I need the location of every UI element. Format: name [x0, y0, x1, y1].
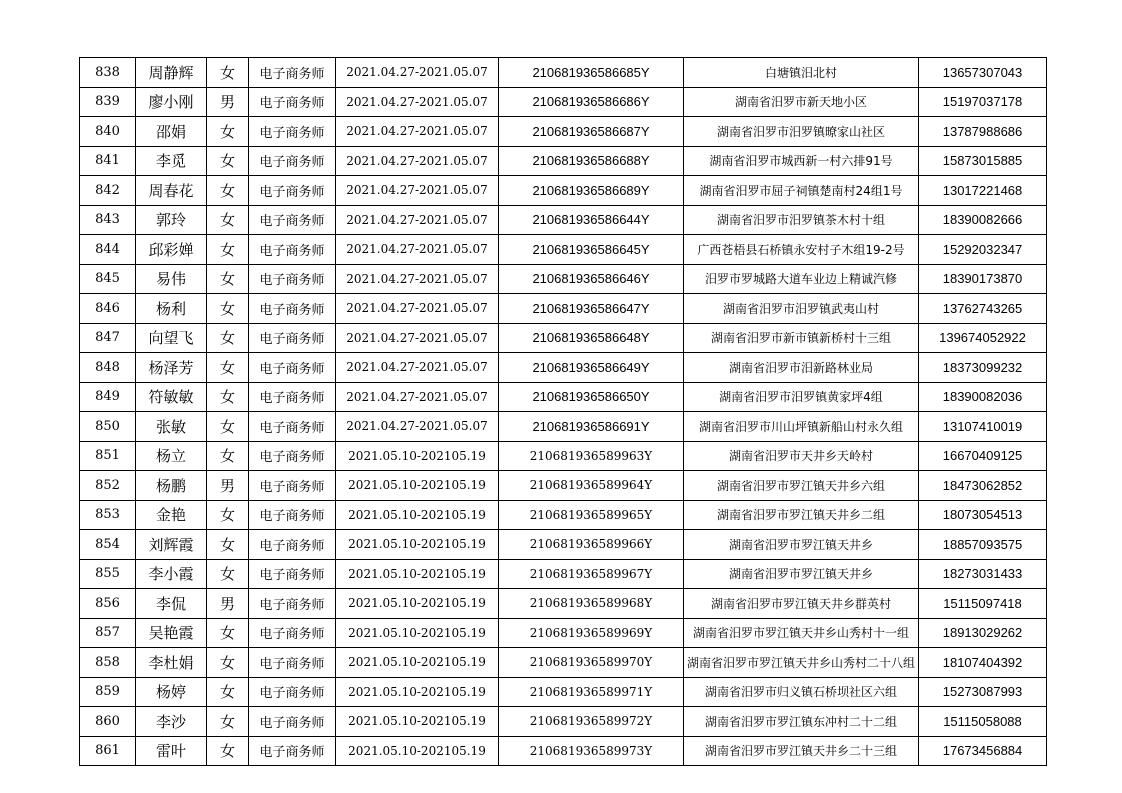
cell-certificate-number: 210681936586689Y [499, 176, 684, 206]
cell-gender: 男 [207, 87, 249, 117]
cell-phone: 18390082666 [919, 205, 1047, 235]
cell-address: 湖南省汨罗市归义镇石桥坝社区六组 [684, 677, 919, 707]
cell-phone: 18273031433 [919, 559, 1047, 589]
cell-serial-number: 846 [80, 294, 136, 324]
cell-serial-number: 840 [80, 117, 136, 147]
cell-serial-number: 860 [80, 707, 136, 737]
cell-phone: 139674052922 [919, 323, 1047, 353]
cell-address: 湖南省汨罗市罗江镇天井乡六组 [684, 471, 919, 501]
cell-name: 金艳 [136, 500, 207, 530]
cell-certificate-number: 210681936586687Y [499, 117, 684, 147]
cell-phone: 13107410019 [919, 412, 1047, 442]
cell-occupation: 电子商务师 [249, 176, 336, 206]
cell-phone: 18473062852 [919, 471, 1047, 501]
cell-certificate-number: 210681936589969Y [499, 618, 684, 648]
cell-training-period: 2021.05.10-202105.19 [336, 530, 499, 560]
cell-occupation: 电子商务师 [249, 117, 336, 147]
cell-gender: 女 [207, 323, 249, 353]
cell-occupation: 电子商务师 [249, 471, 336, 501]
cell-address: 湖南省汨罗市川山坪镇新船山村永久组 [684, 412, 919, 442]
cell-occupation: 电子商务师 [249, 648, 336, 678]
cell-training-period: 2021.05.10-202105.19 [336, 589, 499, 619]
cell-phone: 15273087993 [919, 677, 1047, 707]
cell-phone: 15292032347 [919, 235, 1047, 265]
cell-training-period: 2021.04.27-2021.05.07 [336, 205, 499, 235]
cell-certificate-number: 210681936589971Y [499, 677, 684, 707]
cell-gender: 女 [207, 559, 249, 589]
cell-gender: 女 [207, 707, 249, 737]
cell-address: 湖南省汨罗市城西新一村六排91号 [684, 146, 919, 176]
table-row [80, 530, 1047, 560]
cell-address: 湖南省汨罗市罗江镇天井乡山秀村二十八组 [684, 648, 919, 678]
table-row [80, 58, 1047, 88]
table-row [80, 205, 1047, 235]
cell-gender: 女 [207, 353, 249, 383]
cell-address: 湖南省汨罗市罗江镇天井乡二组 [684, 500, 919, 530]
cell-gender: 女 [207, 176, 249, 206]
cell-serial-number: 851 [80, 441, 136, 471]
cell-training-period: 2021.04.27-2021.05.07 [336, 323, 499, 353]
cell-certificate-number: 210681936589972Y [499, 707, 684, 737]
cell-phone: 16670409125 [919, 441, 1047, 471]
table-row [80, 412, 1047, 442]
cell-serial-number: 858 [80, 648, 136, 678]
cell-serial-number: 850 [80, 412, 136, 442]
cell-occupation: 电子商务师 [249, 205, 336, 235]
cell-serial-number: 859 [80, 677, 136, 707]
cell-training-period: 2021.04.27-2021.05.07 [336, 235, 499, 265]
cell-gender: 男 [207, 471, 249, 501]
cell-serial-number: 857 [80, 618, 136, 648]
cell-occupation: 电子商务师 [249, 559, 336, 589]
cell-certificate-number: 210681936586646Y [499, 264, 684, 294]
cell-occupation: 电子商务师 [249, 677, 336, 707]
cell-occupation: 电子商务师 [249, 323, 336, 353]
cell-occupation: 电子商务师 [249, 294, 336, 324]
table-row [80, 117, 1047, 147]
cell-name: 杨泽芳 [136, 353, 207, 383]
cell-address: 湖南省汨罗市新市镇新桥村十三组 [684, 323, 919, 353]
cell-address: 湖南省汨罗市汨罗镇武夷山村 [684, 294, 919, 324]
cell-certificate-number: 210681936586648Y [499, 323, 684, 353]
cell-training-period: 2021.05.10-202105.19 [336, 441, 499, 471]
cell-phone: 18390082036 [919, 382, 1047, 412]
cell-address: 湖南省汨罗市罗江镇天井乡群英村 [684, 589, 919, 619]
cell-phone: 18373099232 [919, 353, 1047, 383]
cell-phone: 18107404392 [919, 648, 1047, 678]
cell-serial-number: 843 [80, 205, 136, 235]
cell-name: 周春花 [136, 176, 207, 206]
cell-phone: 17673456884 [919, 736, 1047, 766]
table-row [80, 264, 1047, 294]
table-row [80, 648, 1047, 678]
cell-name: 廖小刚 [136, 87, 207, 117]
cell-training-period: 2021.05.10-202105.19 [336, 707, 499, 737]
table-row [80, 677, 1047, 707]
cell-address: 湖南省汨罗市罗江镇天井乡 [684, 559, 919, 589]
cell-name: 杨立 [136, 441, 207, 471]
cell-phone: 15197037178 [919, 87, 1047, 117]
cell-serial-number: 842 [80, 176, 136, 206]
cell-gender: 女 [207, 677, 249, 707]
cell-address: 湖南省汨罗市汨罗镇黄家坪4组 [684, 382, 919, 412]
cell-occupation: 电子商务师 [249, 441, 336, 471]
cell-serial-number: 844 [80, 235, 136, 265]
cell-training-period: 2021.05.10-202105.19 [336, 618, 499, 648]
cell-address: 湖南省汨罗市汨罗镇茶木村十组 [684, 205, 919, 235]
cell-occupation: 电子商务师 [249, 707, 336, 737]
cell-phone: 18913029262 [919, 618, 1047, 648]
trainee-table [79, 57, 1047, 766]
cell-gender: 女 [207, 412, 249, 442]
cell-name: 杨利 [136, 294, 207, 324]
cell-name: 雷叶 [136, 736, 207, 766]
cell-serial-number: 852 [80, 471, 136, 501]
cell-certificate-number: 210681936586644Y [499, 205, 684, 235]
cell-training-period: 2021.04.27-2021.05.07 [336, 87, 499, 117]
cell-gender: 女 [207, 294, 249, 324]
cell-certificate-number: 210681936586685Y [499, 58, 684, 88]
cell-certificate-number: 210681936586686Y [499, 87, 684, 117]
table-row [80, 441, 1047, 471]
cell-occupation: 电子商务师 [249, 87, 336, 117]
cell-occupation: 电子商务师 [249, 589, 336, 619]
cell-certificate-number: 210681936589970Y [499, 648, 684, 678]
cell-certificate-number: 210681936589965Y [499, 500, 684, 530]
cell-training-period: 2021.05.10-202105.19 [336, 648, 499, 678]
table-row [80, 353, 1047, 383]
table-row [80, 87, 1047, 117]
cell-certificate-number: 210681936586688Y [499, 146, 684, 176]
cell-phone: 13787988686 [919, 117, 1047, 147]
cell-phone: 18857093575 [919, 530, 1047, 560]
cell-address: 汨罗市罗城路大道车业边上精诚汽修 [684, 264, 919, 294]
cell-name: 李小霞 [136, 559, 207, 589]
cell-occupation: 电子商务师 [249, 353, 336, 383]
cell-address: 湖南省汨罗市汨罗镇暸家山社区 [684, 117, 919, 147]
cell-certificate-number: 210681936589963Y [499, 441, 684, 471]
cell-serial-number: 845 [80, 264, 136, 294]
cell-name: 张敏 [136, 412, 207, 442]
cell-certificate-number: 210681936589973Y [499, 736, 684, 766]
cell-serial-number: 856 [80, 589, 136, 619]
cell-gender: 女 [207, 205, 249, 235]
cell-serial-number: 861 [80, 736, 136, 766]
cell-address: 湖南省汨罗市天井乡天岭村 [684, 441, 919, 471]
cell-training-period: 2021.04.27-2021.05.07 [336, 117, 499, 147]
cell-name: 李觅 [136, 146, 207, 176]
cell-name: 向望飞 [136, 323, 207, 353]
cell-training-period: 2021.05.10-202105.19 [336, 736, 499, 766]
cell-name: 吴艳霞 [136, 618, 207, 648]
cell-name: 李侃 [136, 589, 207, 619]
cell-gender: 女 [207, 146, 249, 176]
cell-name: 邱彩婵 [136, 235, 207, 265]
cell-serial-number: 848 [80, 353, 136, 383]
table-row [80, 146, 1047, 176]
cell-training-period: 2021.05.10-202105.19 [336, 559, 499, 589]
cell-serial-number: 849 [80, 382, 136, 412]
cell-phone: 18390173870 [919, 264, 1047, 294]
cell-occupation: 电子商务师 [249, 736, 336, 766]
cell-gender: 女 [207, 58, 249, 88]
cell-training-period: 2021.05.10-202105.19 [336, 677, 499, 707]
cell-training-period: 2021.04.27-2021.05.07 [336, 176, 499, 206]
cell-certificate-number: 210681936586691Y [499, 412, 684, 442]
cell-address: 广西苍梧县石桥镇永安村子木组19-2号 [684, 235, 919, 265]
cell-gender: 女 [207, 264, 249, 294]
cell-certificate-number: 210681936586645Y [499, 235, 684, 265]
cell-serial-number: 839 [80, 87, 136, 117]
cell-serial-number: 854 [80, 530, 136, 560]
table-row [80, 294, 1047, 324]
table-row [80, 471, 1047, 501]
cell-occupation: 电子商务师 [249, 146, 336, 176]
cell-address: 湖南省汨罗市汨新路林业局 [684, 353, 919, 383]
cell-name: 周静辉 [136, 58, 207, 88]
table-row [80, 589, 1047, 619]
cell-training-period: 2021.04.27-2021.05.07 [336, 412, 499, 442]
cell-phone: 18073054513 [919, 500, 1047, 530]
cell-training-period: 2021.05.10-202105.19 [336, 471, 499, 501]
cell-occupation: 电子商务师 [249, 618, 336, 648]
cell-phone: 15873015885 [919, 146, 1047, 176]
cell-address: 湖南省汨罗市罗江镇天井乡山秀村十一组 [684, 618, 919, 648]
cell-name: 易伟 [136, 264, 207, 294]
cell-gender: 男 [207, 589, 249, 619]
cell-training-period: 2021.04.27-2021.05.07 [336, 353, 499, 383]
cell-name: 邵娟 [136, 117, 207, 147]
cell-address: 湖南省汨罗市罗江镇天井乡 [684, 530, 919, 560]
cell-gender: 女 [207, 441, 249, 471]
cell-address: 湖南省汨罗市新天地小区 [684, 87, 919, 117]
cell-address: 湖南省汨罗市罗江镇天井乡二十三组 [684, 736, 919, 766]
cell-serial-number: 841 [80, 146, 136, 176]
cell-occupation: 电子商务师 [249, 235, 336, 265]
cell-phone: 15115097418 [919, 589, 1047, 619]
cell-gender: 女 [207, 500, 249, 530]
cell-serial-number: 853 [80, 500, 136, 530]
table-row [80, 707, 1047, 737]
cell-gender: 女 [207, 736, 249, 766]
cell-certificate-number: 210681936589964Y [499, 471, 684, 501]
cell-phone: 13657307043 [919, 58, 1047, 88]
table-row [80, 323, 1047, 353]
cell-certificate-number: 210681936589968Y [499, 589, 684, 619]
table-row [80, 382, 1047, 412]
cell-gender: 女 [207, 117, 249, 147]
cell-occupation: 电子商务师 [249, 264, 336, 294]
cell-serial-number: 838 [80, 58, 136, 88]
cell-certificate-number: 210681936586650Y [499, 382, 684, 412]
table-row [80, 500, 1047, 530]
cell-serial-number: 855 [80, 559, 136, 589]
table-row [80, 235, 1047, 265]
cell-gender: 女 [207, 235, 249, 265]
cell-name: 郭玲 [136, 205, 207, 235]
cell-gender: 女 [207, 648, 249, 678]
cell-gender: 女 [207, 618, 249, 648]
cell-occupation: 电子商务师 [249, 58, 336, 88]
cell-training-period: 2021.05.10-202105.19 [336, 500, 499, 530]
cell-certificate-number: 210681936586649Y [499, 353, 684, 383]
cell-occupation: 电子商务师 [249, 382, 336, 412]
cell-training-period: 2021.04.27-2021.05.07 [336, 146, 499, 176]
cell-name: 刘辉霞 [136, 530, 207, 560]
table-row [80, 559, 1047, 589]
cell-certificate-number: 210681936589966Y [499, 530, 684, 560]
cell-gender: 女 [207, 382, 249, 412]
cell-training-period: 2021.04.27-2021.05.07 [336, 264, 499, 294]
table-row [80, 618, 1047, 648]
cell-certificate-number: 210681936589967Y [499, 559, 684, 589]
cell-training-period: 2021.04.27-2021.05.07 [336, 58, 499, 88]
table-body [80, 58, 1047, 766]
cell-phone: 13017221468 [919, 176, 1047, 206]
cell-address: 湖南省汨罗市屈子祠镇楚南村24组1号 [684, 176, 919, 206]
cell-training-period: 2021.04.27-2021.05.07 [336, 382, 499, 412]
cell-serial-number: 847 [80, 323, 136, 353]
cell-name: 李沙 [136, 707, 207, 737]
cell-occupation: 电子商务师 [249, 530, 336, 560]
cell-name: 李杜娟 [136, 648, 207, 678]
cell-gender: 女 [207, 530, 249, 560]
cell-certificate-number: 210681936586647Y [499, 294, 684, 324]
table-row [80, 736, 1047, 766]
cell-address: 白塘镇汨北村 [684, 58, 919, 88]
cell-address: 湖南省汨罗市罗江镇东冲村二十二组 [684, 707, 919, 737]
cell-occupation: 电子商务师 [249, 412, 336, 442]
cell-name: 杨婷 [136, 677, 207, 707]
cell-name: 符敏敏 [136, 382, 207, 412]
cell-occupation: 电子商务师 [249, 500, 336, 530]
cell-name: 杨鹏 [136, 471, 207, 501]
cell-phone: 13762743265 [919, 294, 1047, 324]
cell-training-period: 2021.04.27-2021.05.07 [336, 294, 499, 324]
cell-phone: 15115058088 [919, 707, 1047, 737]
table-row [80, 176, 1047, 206]
